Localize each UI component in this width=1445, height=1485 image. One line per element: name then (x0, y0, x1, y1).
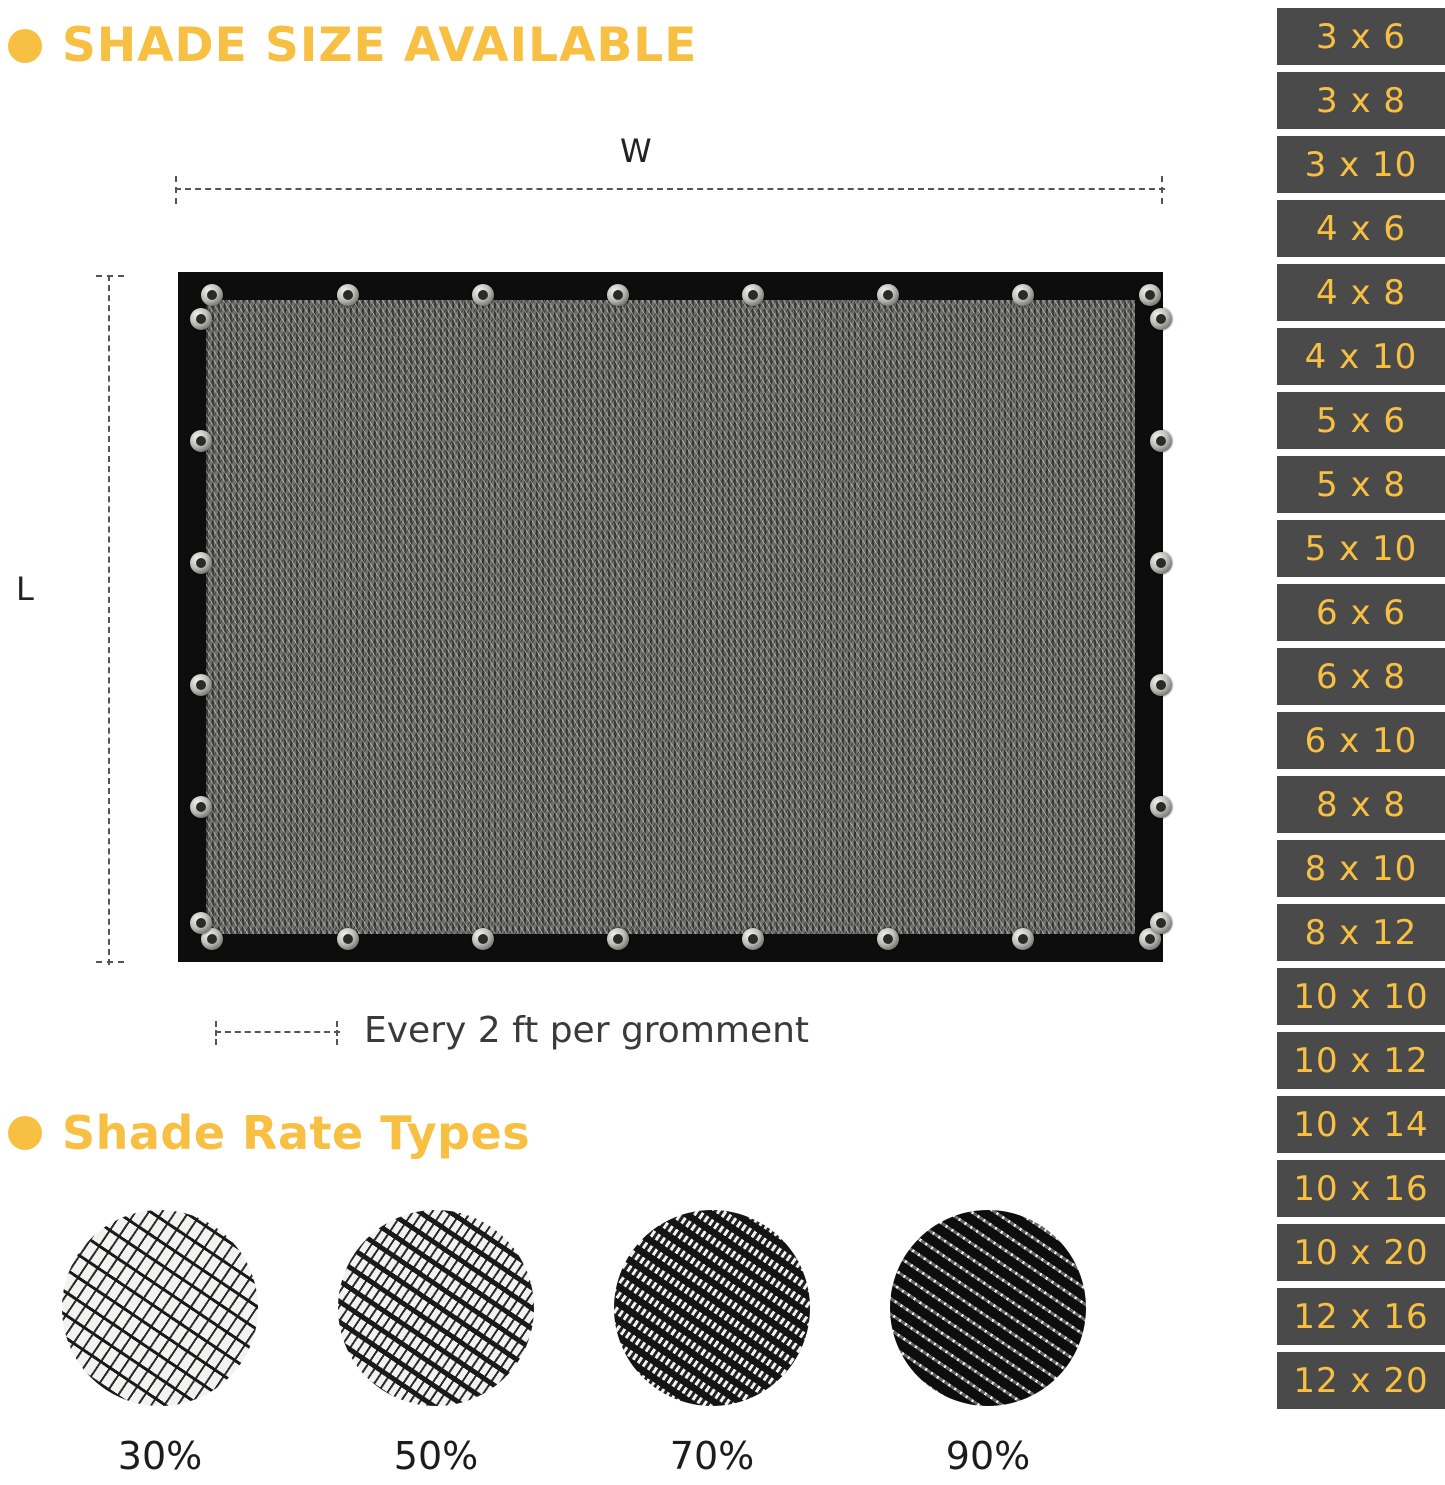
size-chip: 3 x 10 (1277, 136, 1445, 193)
grommet (190, 912, 212, 934)
shade-rate-item (60, 1210, 260, 1478)
length-dimension-line (108, 275, 112, 965)
mesh-fabric-texture (206, 300, 1135, 934)
shade-rate-item (612, 1210, 812, 1478)
shade-rate-swatch (890, 1210, 1086, 1406)
grommet (190, 552, 212, 574)
grommet (337, 284, 359, 306)
bullet-dot-icon (8, 29, 42, 63)
grommet (742, 928, 764, 950)
shade-rate-heading (8, 1106, 530, 1160)
size-chip: 5 x 10 (1277, 520, 1445, 577)
grommet (190, 674, 212, 696)
shade-rate-heading-label: Shade Rate Types (62, 1106, 531, 1160)
grommet (190, 430, 212, 452)
grommet (607, 928, 629, 950)
grommet (190, 796, 212, 818)
grommet (201, 284, 223, 306)
grommet-spacing-label: Every 2 ft per gromment (364, 1010, 810, 1051)
grommet (742, 284, 764, 306)
grommet (1150, 796, 1172, 818)
width-dimension-line (175, 188, 1165, 192)
grommet (1150, 674, 1172, 696)
grommet (472, 284, 494, 306)
shade-size-heading-label: SHADE SIZE AVAILABLE (62, 18, 698, 73)
shade-size-heading (8, 18, 697, 73)
shade-rate-item (336, 1210, 536, 1478)
size-chip: 8 x 10 (1277, 840, 1445, 897)
size-chip: 6 x 8 (1277, 648, 1445, 705)
grommet-spacing-line (215, 1031, 340, 1035)
grommet (337, 928, 359, 950)
grommet (1150, 308, 1172, 330)
grommet (607, 284, 629, 306)
size-chip: 3 x 6 (1277, 8, 1445, 65)
shade-rate-swatch (62, 1210, 258, 1406)
grommet (1139, 284, 1161, 306)
size-chip: 4 x 10 (1277, 328, 1445, 385)
shade-rate-label: 30% (117, 1434, 203, 1478)
size-list (1277, 0, 1445, 1409)
size-chip: 12 x 16 (1277, 1288, 1445, 1345)
size-chip: 3 x 8 (1277, 72, 1445, 129)
size-chip: 10 x 14 (1277, 1096, 1445, 1153)
bullet-dot-icon (8, 1116, 42, 1150)
shade-rate-label: 50% (393, 1434, 479, 1478)
grommet (1012, 284, 1034, 306)
size-chip: 6 x 10 (1277, 712, 1445, 769)
shade-rate-label: 90% (945, 1434, 1031, 1478)
size-chip: 10 x 10 (1277, 968, 1445, 1025)
grommet (1150, 912, 1172, 934)
grommet (1012, 928, 1034, 950)
grommet (877, 928, 899, 950)
shade-rate-swatch (614, 1210, 810, 1406)
size-chip: 5 x 6 (1277, 392, 1445, 449)
size-chip: 8 x 8 (1277, 776, 1445, 833)
shade-rate-label: 70% (669, 1434, 755, 1478)
grommet (1150, 552, 1172, 574)
size-chip: 10 x 20 (1277, 1224, 1445, 1281)
size-chip: 10 x 12 (1277, 1032, 1445, 1089)
shade-diagram (0, 120, 1230, 1080)
grommet-spacing-note (215, 1010, 809, 1051)
size-chip: 12 x 20 (1277, 1352, 1445, 1409)
grommet (190, 308, 212, 330)
grommet (1150, 430, 1172, 452)
size-chip: 4 x 8 (1277, 264, 1445, 321)
shade-cloth-illustration (178, 272, 1163, 962)
width-dimension-label: W (620, 132, 652, 170)
grommet (877, 284, 899, 306)
length-dimension-label: L (16, 570, 34, 608)
shade-rate-item (888, 1210, 1088, 1478)
size-chip: 5 x 8 (1277, 456, 1445, 513)
size-chip: 4 x 6 (1277, 200, 1445, 257)
shade-rate-swatch (338, 1210, 534, 1406)
size-chip: 6 x 6 (1277, 584, 1445, 641)
size-chip: 8 x 12 (1277, 904, 1445, 961)
size-chip: 10 x 16 (1277, 1160, 1445, 1217)
grommet (472, 928, 494, 950)
shade-rate-list (60, 1210, 1200, 1478)
